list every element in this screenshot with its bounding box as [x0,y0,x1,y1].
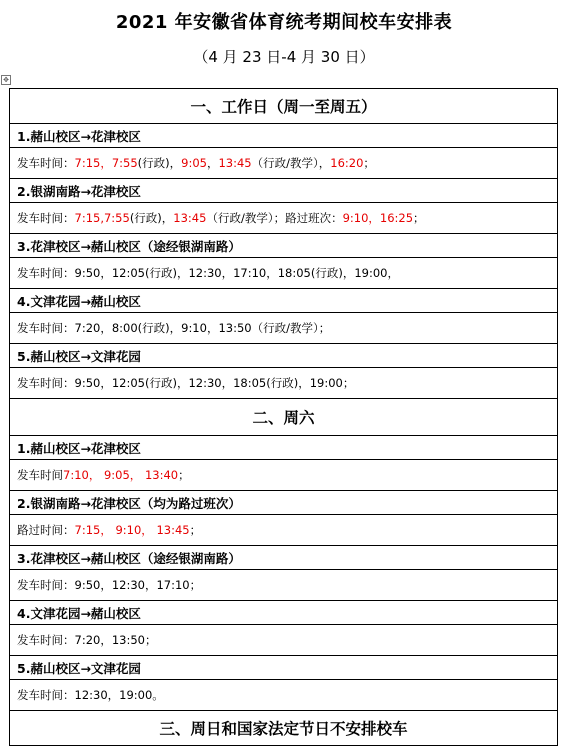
bus-schedule-table [9,88,558,746]
departure-times [10,258,558,289]
route-name: 5.赭山校区→文津花园 [10,344,558,368]
time-text: ； [178,468,190,482]
highlighted-time: 7:15,7:55 [74,211,130,225]
route-name: 2.银湖南路→花津校区（均为路过班次） [10,491,558,515]
departure-times [10,148,558,179]
departure-times [10,570,558,601]
highlighted-time: 7:10， 9:05， 13:40 [63,468,179,482]
time-text: 发车时间：7:20，13:50； [17,633,157,647]
departure-times [10,625,558,656]
time-text: 发车时间 [17,468,63,482]
route-name: 4.文津花园→赭山校区 [10,601,558,625]
time-text: 发车时间：9:50，12:30，17:10； [17,578,202,592]
time-text: 发车时间： [17,211,75,225]
time-text: 发车时间： [17,156,75,170]
time-text: （行政/教学）；路过班次： [206,211,343,225]
section-heading: 二、周六 [10,399,558,436]
highlighted-time: 16:20 [330,156,364,170]
time-text: ； [363,156,375,170]
time-text: 发车时间：9:50，12:05(行政)，12:30，18:05(行政)，19:00； [17,376,355,390]
departure-times [10,680,558,711]
time-text: 路过时间： [17,523,75,537]
date-range-subtitle: （4 月 23 日-4 月 30 日） [193,48,375,66]
time-text: 发车时间：9:50，12:05(行政)，12:30，17:10，18:05(行政)，19:00， [17,266,399,280]
route-name: 1.赭山校区→花津校区 [10,124,558,148]
departure-times [10,460,558,491]
departure-times [10,203,558,234]
time-text: ， [206,156,219,170]
departure-times [10,515,558,546]
time-text: ； [189,523,202,537]
route-name: 1.赭山校区→花津校区 [10,436,558,460]
highlighted-time: 9:10，16:25 [342,211,414,225]
table-move-handle-icon[interactable]: ✥ [1,75,11,85]
highlighted-time: 9:05 [181,156,207,170]
departure-times [10,368,558,399]
section-heading: 一、工作日（周一至周五） [10,89,558,124]
time-text: (行政)， [129,211,174,225]
route-name: 2.银湖南路→花津校区 [10,179,558,203]
highlighted-time: 13:45 [173,211,207,225]
time-text: 发车时间：12:30，19:00。 [17,688,164,702]
highlighted-time: 7:15，7:55 [74,156,138,170]
route-name: 3.花津校区→赭山校区（途经银湖南路） [10,546,558,570]
highlighted-time: 7:15， 9:10， 13:45 [74,523,190,537]
departure-times [10,313,558,344]
section-heading: 三、周日和国家法定节日不安排校车 [10,711,558,746]
time-text: （行政/教学）， [251,156,331,170]
time-text: ； [413,211,425,225]
time-text: (行政)， [137,156,182,170]
highlighted-time: 13:45 [218,156,252,170]
route-name: 5.赭山校区→文津花园 [10,656,558,680]
page-title: 2021 年安徽省体育统考期间校车安排表 [115,12,453,33]
route-name: 4.文津花园→赭山校区 [10,289,558,313]
time-text: 发车时间：7:20，8:00(行政)，9:10，13:50（行政/教学）； [17,321,331,335]
route-name: 3.花津校区→赭山校区（途经银湖南路） [10,234,558,258]
